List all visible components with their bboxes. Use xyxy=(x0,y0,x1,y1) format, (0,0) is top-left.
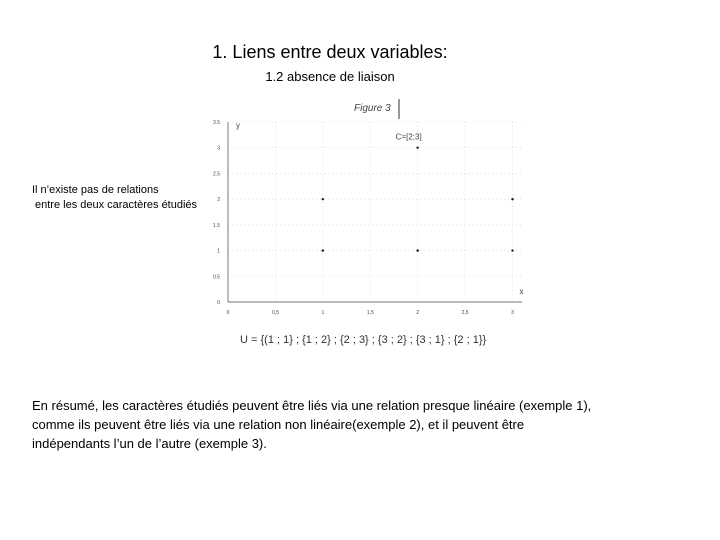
x-tick-label: 3 xyxy=(511,310,514,316)
y-tick-label: 1 xyxy=(217,248,220,255)
data-point xyxy=(511,198,513,200)
side-note xyxy=(32,183,197,213)
summary-line: comme ils peuvent être liés via une relation non linéaire(exemple 2), et il peuvent être xyxy=(32,417,525,432)
data-point xyxy=(416,147,418,149)
y-tick-label: 3.5 xyxy=(213,120,220,126)
summary-line: indépendants l’un de l’autre (exemple 3). xyxy=(32,436,267,451)
figure-label: Figure 3 xyxy=(354,103,391,114)
summary-line: En résumé, les caractères étudiés peuvent être liés via une relation presque linéaire (exemple 1), xyxy=(32,398,592,413)
slide-title: 1. Liens entre deux variables: xyxy=(212,42,448,62)
summary-paragraph xyxy=(32,396,692,453)
slide-subtitle: 1.2 absence de liaison xyxy=(265,69,395,84)
data-point xyxy=(511,249,513,251)
point-annotation: C=[2;3] xyxy=(395,132,422,142)
y-tick-label: 3 xyxy=(217,145,220,152)
axes xyxy=(228,122,522,302)
x-tick-label: 1,5 xyxy=(366,310,374,316)
side-note-line: entre les deux caractères étudiés xyxy=(35,199,198,211)
tick-labels xyxy=(213,120,514,316)
y-tick-label: 1.5 xyxy=(213,222,220,229)
set-definition: U = {(1 ; 1} ; {1 ; 2} ; {2 ; 3} ; {3 ; 2} ; {3 ; 1} ; {2 ; 1}} xyxy=(240,334,487,346)
side-note-line: Il n’existe pas de relations xyxy=(32,184,159,196)
data-point xyxy=(416,249,418,251)
data-point xyxy=(322,198,324,200)
data-point xyxy=(322,249,324,251)
x-tick-label: 2 xyxy=(416,310,420,316)
x-tick-label: 1 xyxy=(321,310,325,316)
x-tick-label: 2,5 xyxy=(461,310,469,316)
y-tick-label: 2 xyxy=(217,197,220,204)
grid xyxy=(228,122,522,302)
y-axis-letter: y xyxy=(236,121,240,130)
y-tick-label: 2.5 xyxy=(213,171,220,178)
x-axis-letter: x xyxy=(519,287,524,296)
x-tick-label: 0 xyxy=(226,310,230,316)
y-tick-label: 0.5 xyxy=(213,274,220,281)
y-tick-label: 0 xyxy=(217,300,220,306)
x-tick-label: 0,5 xyxy=(271,310,279,316)
scatter-plot xyxy=(200,95,530,325)
